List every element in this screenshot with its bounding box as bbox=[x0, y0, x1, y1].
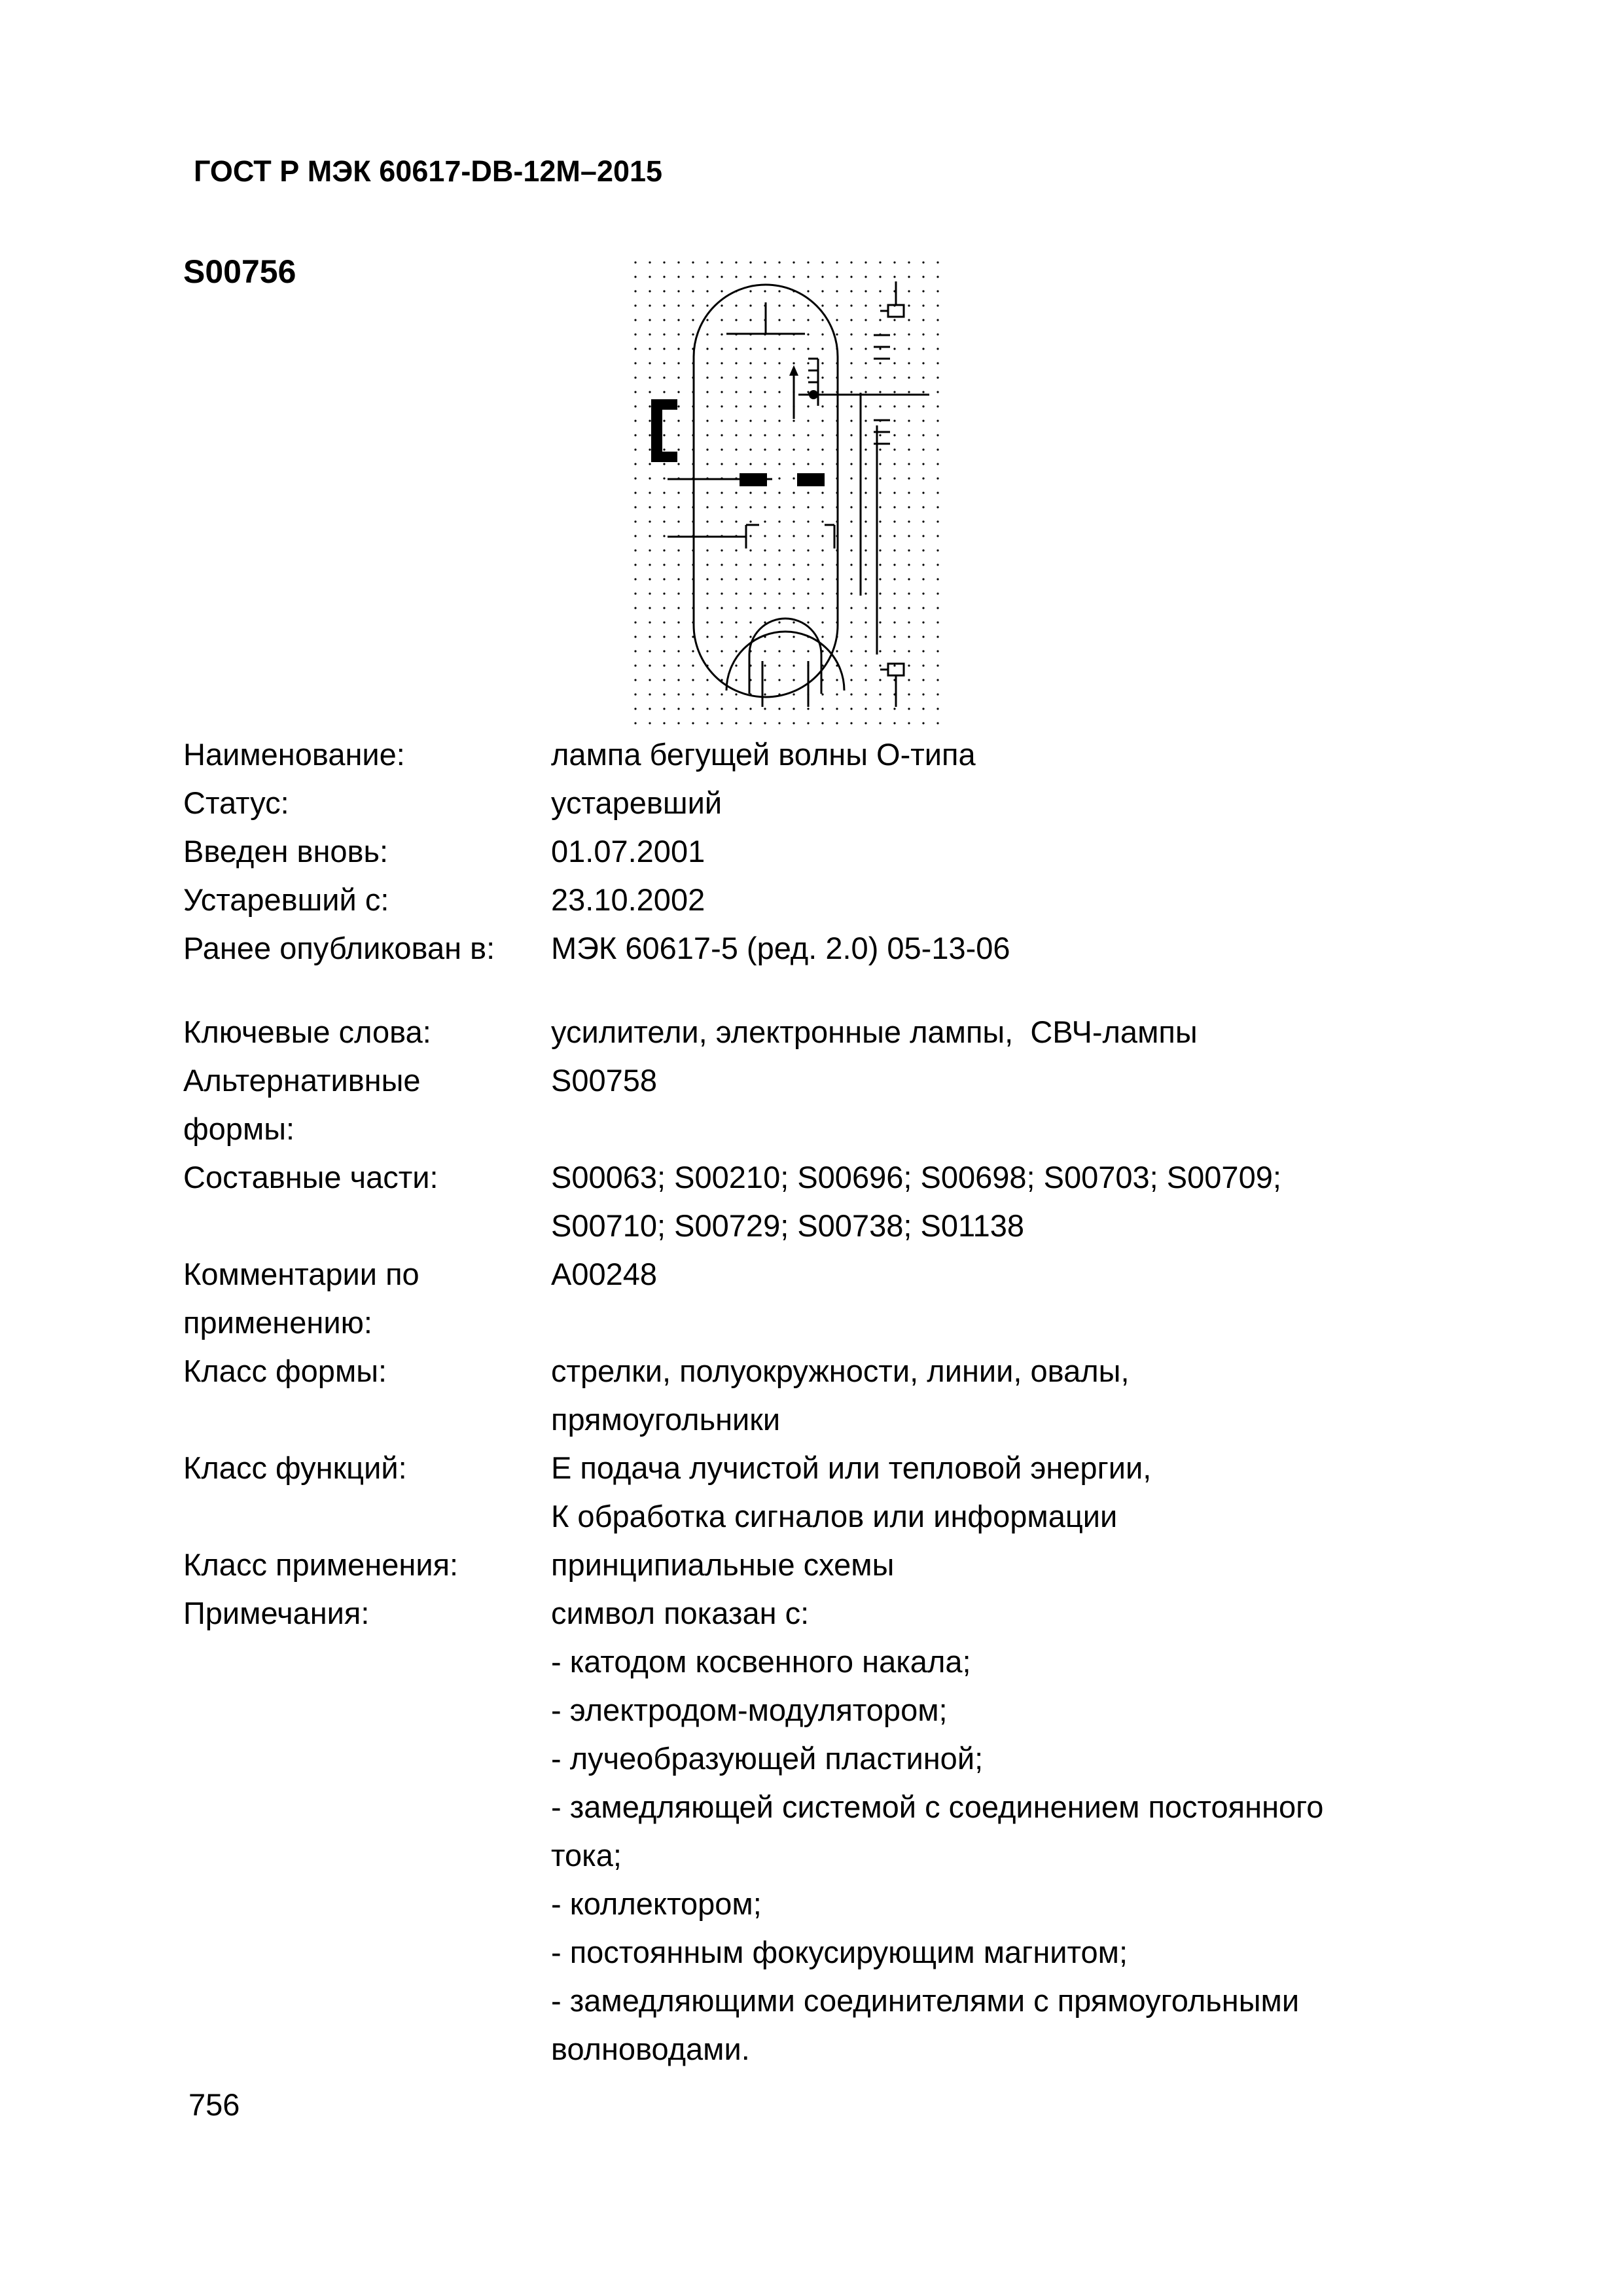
field-value: МЭК 60617-5 (ред. 2.0) 05-13-06 bbox=[551, 931, 1010, 965]
symbol-attributes bbox=[183, 730, 1427, 2073]
field-label: Составные части: bbox=[183, 1160, 438, 1194]
page-number: 756 bbox=[188, 2087, 240, 2122]
field-value: устаревший bbox=[551, 785, 722, 820]
field-label: Устаревший с: bbox=[183, 882, 389, 917]
field-value: усилители, электронные лампы, СВЧ-лампы bbox=[551, 1014, 1198, 1049]
field-value: Е подача лучистой или тепловой энергии, К обработка сигналов или информации bbox=[551, 1450, 1152, 1534]
field-value: S00758 bbox=[551, 1063, 658, 1098]
field-row-application-comments-cont bbox=[183, 1299, 1427, 1347]
field-row-alternative-forms bbox=[183, 1056, 1427, 1105]
field-row-components bbox=[183, 1153, 1427, 1250]
field-row-application-class bbox=[183, 1541, 1427, 1589]
field-row-notes bbox=[183, 1589, 1427, 2073]
field-row-keywords bbox=[183, 1008, 1427, 1056]
field-label: Статус: bbox=[183, 785, 289, 820]
field-label: Класс формы: bbox=[183, 1354, 387, 1388]
field-row-previously-published bbox=[183, 924, 1427, 973]
field-value: 23.10.2002 bbox=[551, 882, 705, 917]
field-row-name bbox=[183, 730, 1427, 779]
dot-grid bbox=[628, 255, 945, 726]
field-row-status bbox=[183, 779, 1427, 827]
field-value: символ показан с: - катодом косвенного накала; - электродом-модулятором; - лучеобразующей пластиной; - замедляющей системой с соединением постоянного тока; - коллектором; - постоянным фокусирующим магнитом; - замедляющими соединителями с прямоугольными волноводами. bbox=[551, 1596, 1324, 2066]
field-label: Класс применения: bbox=[183, 1547, 459, 1582]
field-row-form-class bbox=[183, 1347, 1427, 1444]
field-value: 01.07.2001 bbox=[551, 834, 705, 869]
field-value bbox=[551, 1105, 1427, 1153]
field-row-alternative-forms-cont bbox=[183, 1105, 1427, 1153]
field-value bbox=[551, 1299, 1427, 1347]
section-spacer bbox=[183, 973, 1427, 1008]
field-label: Ранее опубликован в: bbox=[183, 931, 495, 965]
field-row-application-comments bbox=[183, 1250, 1427, 1299]
field-row-obsolete-since bbox=[183, 876, 1427, 924]
field-value: лампа бегущей волны О-типа bbox=[551, 737, 976, 772]
field-label: Наименование: bbox=[183, 737, 405, 772]
field-label: Введен вновь: bbox=[183, 834, 389, 869]
field-value: S00063; S00210; S00696; S00698; S00703; S00709; S00710; S00729; S00738; S01138 bbox=[551, 1160, 1281, 1243]
travelling-wave-tube-symbol-icon bbox=[628, 255, 945, 726]
field-label: Комментарии по bbox=[183, 1257, 419, 1291]
symbol-code: S00756 bbox=[183, 253, 296, 290]
field-row-introduced bbox=[183, 827, 1427, 876]
field-value: A00248 bbox=[551, 1257, 658, 1291]
field-value: стрелки, полуокружности, линии, овалы, прямоугольники bbox=[551, 1354, 1130, 1437]
field-label: Ключевые слова: bbox=[183, 1014, 431, 1049]
field-label: формы: bbox=[183, 1111, 295, 1146]
page-header: ГОСТ Р МЭК 60617-DB-12M–2015 bbox=[194, 154, 663, 188]
field-label: Примечания: bbox=[183, 1596, 370, 1630]
field-label: Альтернативные bbox=[183, 1063, 421, 1098]
field-label: применению: bbox=[183, 1305, 372, 1340]
field-value: принципиальные схемы bbox=[551, 1547, 895, 1582]
field-row-function-class bbox=[183, 1444, 1427, 1541]
field-label: Класс функций: bbox=[183, 1450, 407, 1485]
